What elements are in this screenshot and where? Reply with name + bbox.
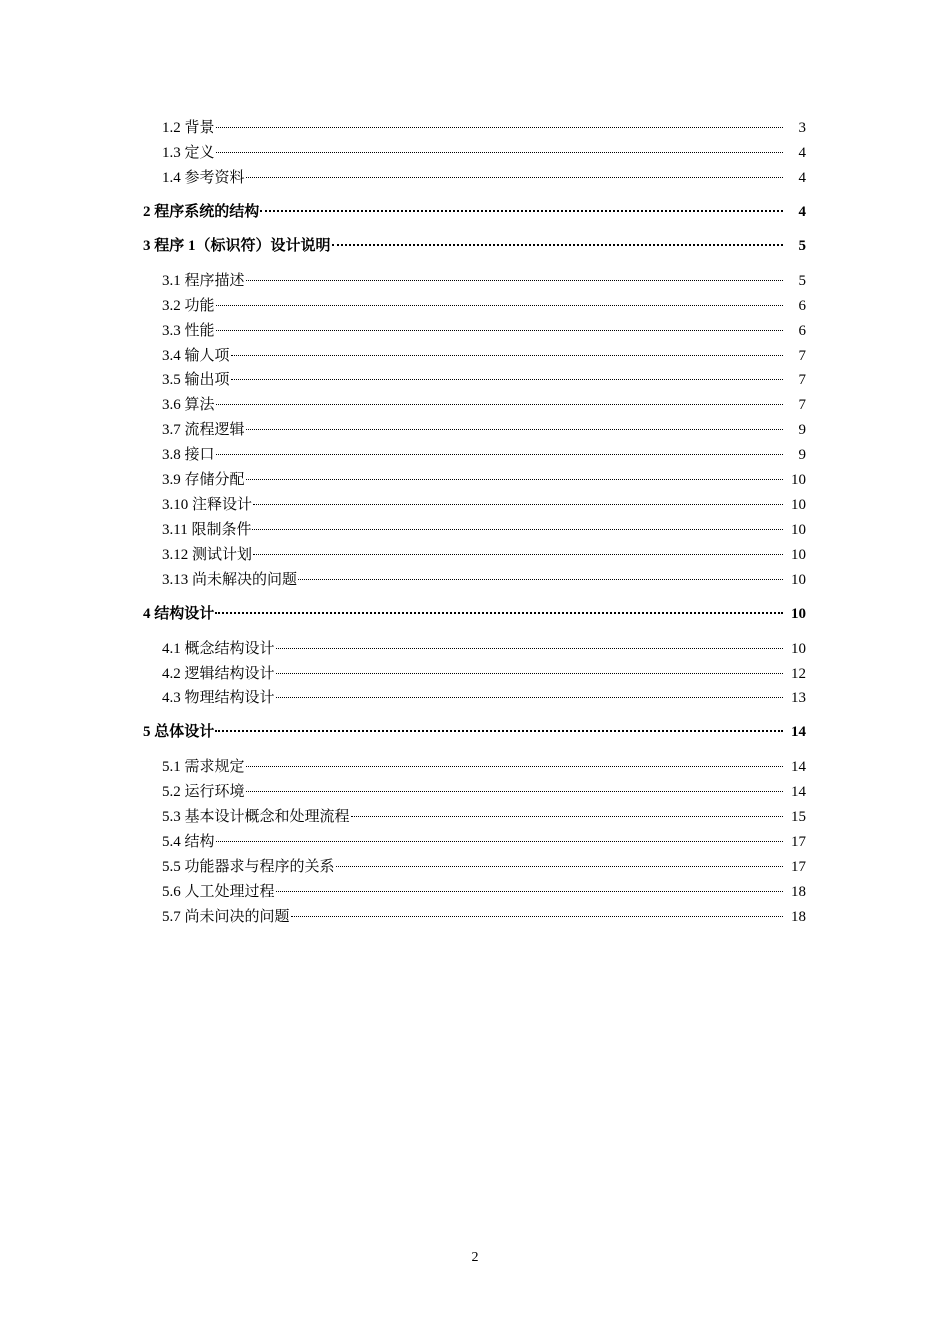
toc-dot-leader bbox=[276, 697, 783, 698]
toc-section-entry[interactable] bbox=[162, 782, 806, 802]
toc-entry-title: 5.3 基本设计概念和处理流程 bbox=[162, 809, 350, 826]
toc-section-entry[interactable] bbox=[162, 370, 806, 390]
toc-entry-title: 3.1 程序描述 bbox=[162, 272, 245, 289]
toc-entry-title: 4.2 逻辑结构设计 bbox=[162, 665, 275, 682]
toc-dot-leader bbox=[231, 355, 783, 356]
toc-section-entry[interactable] bbox=[162, 807, 806, 827]
toc-section-entry[interactable] bbox=[162, 520, 806, 540]
toc-dot-leader bbox=[246, 177, 783, 178]
toc-entry-title: 5.5 功能器求与程序的关系 bbox=[162, 859, 335, 875]
toc-entry-page: 10 bbox=[791, 496, 806, 513]
toc-dot-leader bbox=[216, 841, 783, 842]
toc-chapter-entry[interactable] bbox=[143, 604, 806, 624]
toc-entry-title: 3.5 输出项 bbox=[162, 372, 230, 389]
toc-entry-title: 2 程序系统的结构 bbox=[143, 203, 260, 220]
toc-dot-leader bbox=[216, 404, 783, 405]
toc-entry-title: 4.1 概念结构设计 bbox=[162, 640, 275, 657]
toc-entry-page: 14 bbox=[791, 724, 806, 741]
toc-entry-page: 18 bbox=[791, 883, 806, 900]
toc-entry-title: 3.9 存储分配 bbox=[162, 472, 245, 488]
toc-entry-title: 1.2 背景 bbox=[162, 120, 215, 136]
toc-entry-title: 1.4 参考资料 bbox=[162, 169, 245, 186]
toc-section-entry[interactable] bbox=[162, 470, 806, 490]
toc-section-entry[interactable] bbox=[162, 420, 806, 440]
toc-entry-page: 10 bbox=[791, 546, 806, 563]
toc-section-entry[interactable] bbox=[162, 570, 806, 590]
toc-entry-page: 5 bbox=[798, 272, 806, 289]
toc-entry-page: 7 bbox=[798, 347, 806, 364]
toc-entry-page: 6 bbox=[798, 322, 806, 339]
toc-entry-page: 9 bbox=[798, 422, 806, 439]
toc-dot-leader bbox=[298, 579, 783, 580]
toc-entry-page: 10 bbox=[791, 605, 806, 622]
toc-dot-leader bbox=[276, 673, 783, 674]
toc-entry-title: 3.10 注释设计 bbox=[162, 496, 253, 513]
toc-section-entry[interactable] bbox=[162, 757, 806, 777]
toc-dot-leader bbox=[351, 816, 783, 817]
toc-dot-leader bbox=[215, 730, 783, 732]
toc-entry-title: 3.4 输人项 bbox=[162, 347, 230, 364]
toc-entry-page: 13 bbox=[791, 690, 806, 707]
toc-dot-leader bbox=[260, 210, 783, 212]
toc-section-entry[interactable] bbox=[162, 143, 806, 163]
toc-dot-leader bbox=[332, 244, 783, 246]
toc-section-entry[interactable] bbox=[162, 907, 806, 927]
toc-entry-page: 7 bbox=[798, 372, 806, 389]
toc-entry-page: 17 bbox=[791, 859, 806, 875]
toc-entry-page: 10 bbox=[791, 472, 806, 488]
toc-section-entry[interactable] bbox=[162, 395, 806, 415]
toc-section-entry[interactable] bbox=[162, 882, 806, 902]
toc-entry-page: 4 bbox=[798, 144, 806, 161]
toc-chapter-entry[interactable] bbox=[143, 202, 806, 222]
toc-section-entry[interactable] bbox=[162, 495, 806, 515]
toc-entry-page: 17 bbox=[791, 834, 806, 851]
toc-entry-page: 7 bbox=[798, 397, 806, 414]
toc-section-entry[interactable] bbox=[162, 296, 806, 316]
toc-entry-title: 3.6 算法 bbox=[162, 397, 215, 414]
toc-entry-page: 10 bbox=[791, 640, 806, 657]
toc-section-entry[interactable] bbox=[162, 664, 806, 684]
toc-entry-page: 14 bbox=[791, 759, 806, 776]
toc-entry-title: 5.4 结构 bbox=[162, 834, 215, 851]
toc-entry-title: 4 结构设计 bbox=[143, 605, 215, 622]
toc-entry-title: 3.2 功能 bbox=[162, 297, 215, 314]
toc-dot-leader bbox=[336, 866, 783, 867]
toc-entry-title: 4.3 物理结构设计 bbox=[162, 690, 275, 707]
toc-section-entry[interactable] bbox=[162, 832, 806, 852]
toc-chapter-entry[interactable] bbox=[143, 722, 806, 742]
toc-entry-page: 18 bbox=[791, 908, 806, 925]
toc-entry-page: 6 bbox=[798, 297, 806, 314]
toc-dot-leader bbox=[246, 280, 783, 281]
toc-entry-title: 3.7 流程逻辑 bbox=[162, 422, 245, 439]
toc-dot-leader bbox=[216, 152, 783, 153]
toc-dot-leader bbox=[216, 454, 783, 455]
toc-entry-page: 12 bbox=[791, 665, 806, 682]
toc-entry-page: 3 bbox=[798, 120, 806, 136]
toc-dot-leader bbox=[246, 791, 783, 792]
toc-entry-title: 3.11 限制条件 bbox=[162, 521, 252, 538]
toc-dot-leader bbox=[216, 305, 783, 306]
toc-section-entry[interactable] bbox=[162, 271, 806, 291]
toc-entry-title: 5.1 需求规定 bbox=[162, 759, 245, 776]
toc-dot-leader bbox=[291, 916, 783, 917]
toc-section-entry[interactable] bbox=[162, 857, 806, 877]
toc-entry-title: 1.3 定义 bbox=[162, 144, 215, 161]
toc-entry-title: 5 总体设计 bbox=[143, 724, 215, 741]
toc-section-entry[interactable] bbox=[162, 346, 806, 366]
toc-section-entry[interactable] bbox=[162, 688, 806, 708]
toc-entry-page: 10 bbox=[791, 571, 806, 588]
toc-dot-leader bbox=[246, 479, 783, 480]
toc-entry-title: 5.6 人工处理过程 bbox=[162, 883, 275, 900]
toc-dot-leader bbox=[253, 504, 783, 505]
toc-section-entry[interactable] bbox=[162, 445, 806, 465]
toc-entry-page: 5 bbox=[798, 237, 806, 254]
toc-entry-page: 10 bbox=[791, 521, 806, 538]
toc-dot-leader bbox=[216, 127, 783, 128]
toc-dot-leader bbox=[231, 379, 783, 380]
toc-section-entry[interactable] bbox=[162, 168, 806, 188]
toc-section-entry[interactable] bbox=[162, 321, 806, 341]
toc-entry-title: 3 程序 1（标识符）设计说明 bbox=[143, 237, 331, 254]
toc-section-entry[interactable] bbox=[162, 118, 806, 138]
toc-entry-page: 15 bbox=[791, 809, 806, 826]
toc-entry-title: 3.12 测试计划 bbox=[162, 546, 253, 563]
toc-dot-leader bbox=[276, 648, 783, 649]
toc-dot-leader bbox=[246, 429, 783, 430]
toc-section-entry[interactable] bbox=[162, 639, 806, 659]
page-number: 2 bbox=[471, 1250, 479, 1265]
toc-entry-page: 4 bbox=[798, 203, 806, 220]
toc-chapter-entry[interactable] bbox=[143, 236, 806, 256]
toc-dot-leader bbox=[252, 529, 783, 530]
toc-dot-leader bbox=[215, 612, 783, 614]
toc-dot-leader bbox=[246, 766, 783, 767]
toc-entry-page: 9 bbox=[798, 447, 806, 464]
toc-dot-leader bbox=[253, 554, 783, 555]
toc-dot-leader bbox=[276, 891, 783, 892]
toc-entry-title: 3.3 性能 bbox=[162, 322, 215, 339]
toc-dot-leader bbox=[216, 330, 783, 331]
toc-entry-title: 3.13 尚未解决的问题 bbox=[162, 571, 298, 588]
toc-entry-title: 5.2 运行环境 bbox=[162, 784, 245, 801]
toc-entry-title: 5.7 尚未问决的问题 bbox=[162, 908, 290, 925]
toc-entry-page: 14 bbox=[791, 784, 806, 801]
toc-section-entry[interactable] bbox=[162, 545, 806, 565]
toc-entry-page: 4 bbox=[798, 169, 806, 186]
toc-entry-title: 3.8 接口 bbox=[162, 447, 215, 464]
